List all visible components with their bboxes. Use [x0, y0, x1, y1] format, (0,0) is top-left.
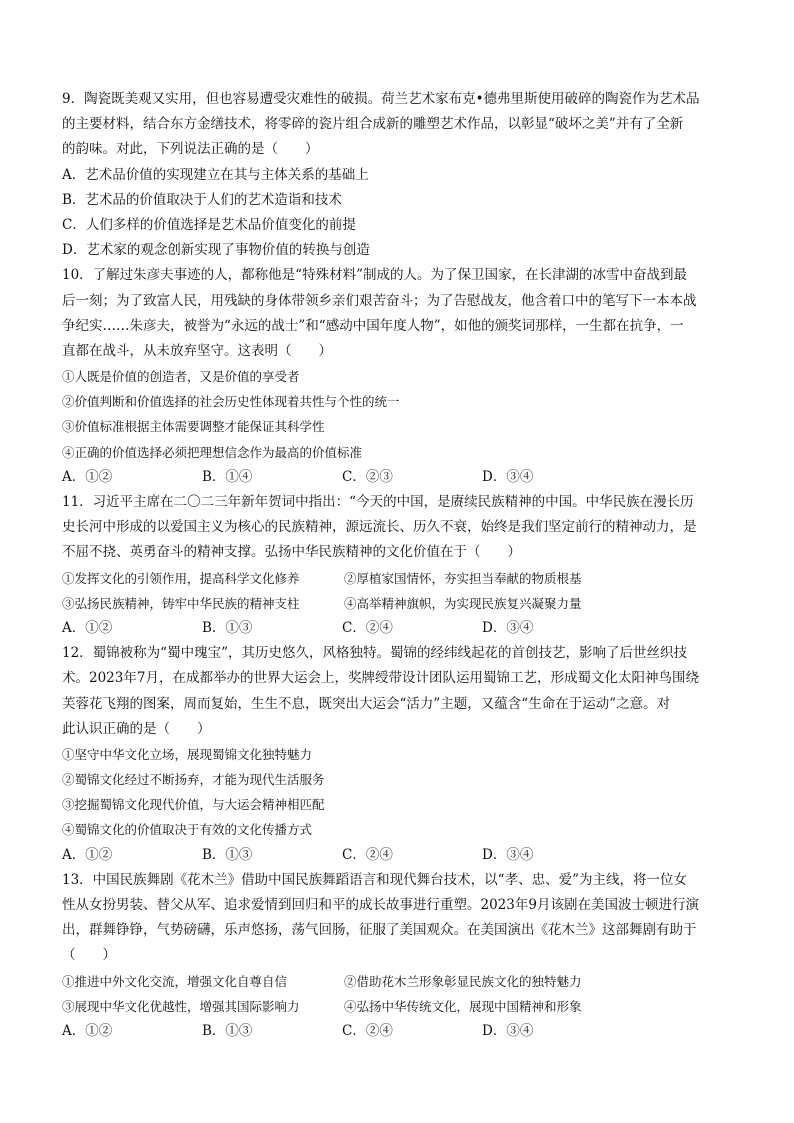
- question-stem-line: 9．陶瓷既美观又实用，但也容易遭受灾难性的破损。荷兰艺术家布克•德弗里斯使用破碎的陶瓷作为艺术品: [62, 91, 700, 107]
- answer-option-a: A．①②: [62, 619, 113, 636]
- answer-option-d: D．③④: [482, 1022, 534, 1039]
- answer-choices: [62, 1019, 734, 1044]
- statement-row: [62, 591, 734, 616]
- question-13: [62, 868, 734, 1044]
- answer-option-b: B．①③: [202, 619, 253, 636]
- answer-option-a: A．①②: [62, 468, 113, 485]
- question-stem-line: 13．中国民族舞剧《花木兰》借助中国民族舞蹈语言和现代舞台技术，以“孝、忠、爱”为主线，将一位女: [62, 871, 687, 888]
- answer-option-c: C．②④: [342, 619, 393, 636]
- answer-option-c: C．②④: [342, 1022, 393, 1039]
- question-stem-line: 性从女扮男装、替父从军、追求爱情到回归和平的成长故事进行重塑。2023年9月该剧在美国波士顿进行演: [62, 897, 699, 913]
- statement-item: ③弘扬民族精神，铸牢中华民族的精神支柱: [62, 595, 300, 611]
- statement-item: ④正确的价值选择必须把理想信念作为最高的价值标准: [62, 444, 363, 460]
- question-stem-line: 的韵味。对此，下列说法正确的是（ ）: [62, 141, 319, 158]
- answer-option-c: C．②③: [342, 468, 393, 485]
- answer-option-c: C．②④: [342, 846, 393, 863]
- answer-choices: [62, 843, 734, 868]
- answer-option-a: A．艺术品价值的实现建立在其与主体关系的基础上: [62, 166, 369, 183]
- answer-option-a: A．①②: [62, 1022, 113, 1039]
- question-11: [62, 490, 734, 641]
- question-12: [62, 641, 734, 868]
- statement-item: ③挖掘蜀锦文化现代价值，与大运会精神相匹配: [62, 797, 325, 813]
- answer-option-b: B．艺术品的价值取决于人们的艺术造诣和技术: [62, 191, 342, 208]
- question-10: [62, 263, 734, 490]
- answer-option-b: B．①③: [202, 1022, 253, 1039]
- question-stem-line: 此认识正确的是（ ）: [62, 720, 211, 737]
- answer-option-d: D．③④: [482, 468, 534, 485]
- question-stem-line: 12．蜀锦被称为“蜀中瑰宝”，其历史悠久，风格独特。蜀锦的经纬线起花的首创技艺，影响了后世丝织技: [62, 645, 687, 662]
- statement-item: ④蜀锦文化的价值取决于有效的文化传播方式: [62, 822, 313, 838]
- answer-option-b: B．①③: [202, 846, 253, 863]
- question-9: [62, 87, 734, 263]
- answer-choices: [62, 616, 734, 641]
- answer-option-c: C．人们多样的价值选择是艺术品价值变化的前提: [62, 216, 356, 233]
- answer-option-b: B．①④: [202, 468, 253, 485]
- question-stem-line: 直都在战斗，从未放弃坚守。这表明（ ）: [62, 342, 332, 359]
- statement-item: ①人既是价值的创造者，又是价值的享受者: [62, 369, 300, 385]
- statement-item: ①发挥文化的引领作用，提高科学文化修养: [62, 570, 300, 586]
- question-stem-line: 10．了解过朱彦夫事迹的人，都称他是“特殊材料”制成的人。为了保卫国家，在长津湖的冰雪中奋战到最: [62, 267, 687, 284]
- question-stem-line: （ ）: [62, 947, 116, 964]
- question-stem-line: 争纪实……朱彦夫，被誉为“永远的战士”和“感动中国年度人物”，如他的颁奖词那样，一生都在抗争，一: [62, 317, 684, 334]
- statement-item: ②借助花木兰形象彰显民族文化的独特魅力: [344, 973, 582, 989]
- answer-option-a: A．①②: [62, 846, 113, 863]
- statement-row: [62, 566, 734, 591]
- answer-option-d: D．艺术家的观念创新实现了事物价值的转换与创造: [62, 242, 370, 259]
- answer-option-d: D．③④: [482, 846, 534, 863]
- statement-item: ②厚植家国情怀，夯实担当奉献的物质根基: [344, 570, 582, 586]
- question-stem-line: 不屈不挠、英勇奋斗的精神支撑。弘扬中华民族精神的文化价值在于（ ）: [62, 544, 521, 561]
- statement-item: ②价值判断和价值选择的社会历史性体现着共性与个性的统一: [62, 394, 400, 410]
- statement-row: [62, 969, 734, 994]
- question-stem-line: 出，群舞铮铮，气势磅礴，乐声悠扬，荡气回肠，征服了美国观众。在美国演出《花木兰》这部舞剧有助于: [62, 922, 697, 939]
- question-list: [62, 87, 734, 1044]
- question-stem-line: 后一刻；为了致富人民，用残缺的身体带领乡亲们艰苦奋斗；为了告慰战友，他含着口中的笔写下一本本战: [62, 292, 697, 309]
- statement-item: ②蜀锦文化经过不断扬弃，才能为现代生活服务: [62, 772, 325, 788]
- question-stem-line: 的主要材料，结合东方金缮技术，将零碎的瓷片组合成新的雕塑艺术作品，以彰显“破坏之美”并有了全新: [62, 116, 684, 133]
- question-stem-line: 史长河中形成的以爱国主义为核心的民族精神，源远流长、历久不衰，始终是我们坚定前行的精神动力，是: [62, 519, 697, 536]
- statement-item: ④高举精神旗帜，为实现民族复兴凝聚力量: [344, 595, 582, 611]
- statement-row: [62, 994, 734, 1019]
- statement-item: ①推进中外文化交流，增强文化自尊自信: [62, 973, 288, 989]
- statement-item: ③展现中华文化优越性，增强其国际影响力: [62, 998, 300, 1014]
- statement-item: ④弘扬中华传统文化，展现中国精神和形象: [344, 998, 582, 1014]
- question-stem-line: 术。2023年7月，在成都举办的世界大运会上，奖牌绶带设计团队运用蜀锦工艺，形成蜀文化太阳神鸟围绕: [62, 670, 699, 687]
- answer-option-d: D．③④: [482, 619, 534, 636]
- answer-choices: [62, 465, 734, 490]
- question-stem-line: 芙蓉花飞翔的图案，周而复始，生生不息，既突出大运会“活力”主题，又蕴含“生命在于运动”之意。对: [62, 695, 671, 712]
- question-stem-line: 11．习近平主席在二〇二三年新年贺词中指出：“今天的中国，是赓续民族精神的中国。中华民族在漫长历: [62, 494, 694, 510]
- statement-item: ①坚守中华文化立场，展现蜀锦文化独特魅力: [62, 746, 313, 762]
- statement-item: ③价值标准根据主体需要调整才能保证其科学性: [62, 419, 325, 435]
